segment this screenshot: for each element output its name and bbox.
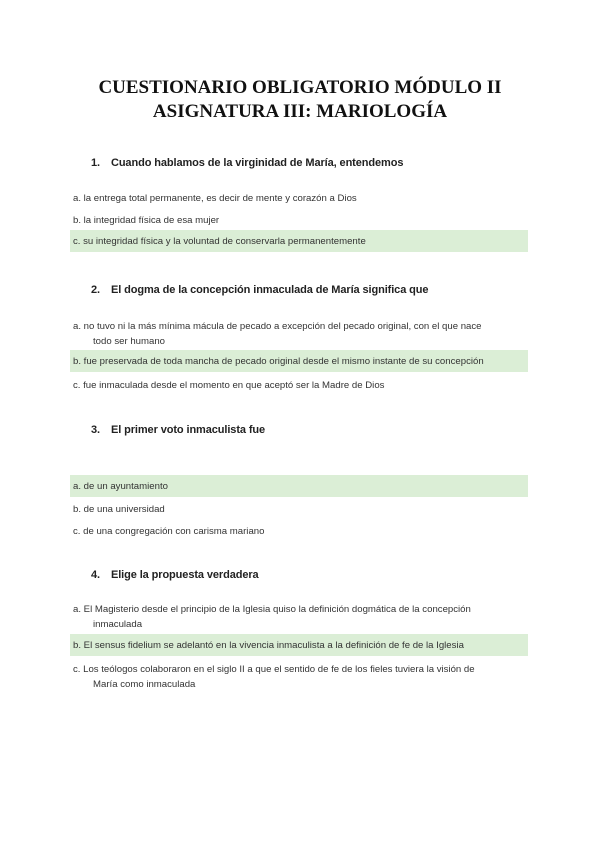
question-2 [91,284,428,296]
option-3c[interactable] [70,520,528,542]
option-1b[interactable] [70,209,528,231]
question-number: 4. [91,569,100,581]
option-1c-correct[interactable] [70,230,528,252]
option-3a-correct[interactable] [70,475,528,497]
question-text: El dogma de la concepción inmaculada de María significa que [110,284,429,296]
option-3b[interactable] [70,498,528,520]
option-text: b. fue preservada de toda mancha de pecado original desde el mismo instante de su concepción [73,356,484,367]
document-title [0,76,600,124]
option-text: c. de una congregación con carisma mariano [73,526,265,537]
question-3 [91,424,265,436]
option-text-continued: María como inmaculada [93,679,196,690]
option-text: b. El sensus fidelium se adelantó en la vivencia inmaculista a la definición de fe de la Iglesia [73,640,464,651]
question-text: Cuando hablamos de la virginidad de María, entendemos [110,157,404,169]
option-text: b. de una universidad [73,504,165,515]
option-text: a. El Magisterio desde el principio de la Iglesia quiso la definición dogmática de la concepción [73,604,471,615]
option-2a[interactable] [70,315,528,352]
question-number: 3. [91,424,100,436]
question-number: 2. [91,284,100,296]
option-text: a. de un ayuntamiento [73,481,168,492]
option-text: a. no tuvo ni la más mínima mácula de pecado a excepción del pecado original, con el que nace [73,321,482,332]
option-4c[interactable] [70,658,528,695]
option-text: c. fue inmaculada desde el momento en que aceptó ser la Madre de Dios [73,380,385,391]
title-line-2: ASIGNATURA III: MARIOLOGÍA [152,101,448,122]
option-2b-correct[interactable] [70,350,528,372]
option-1a[interactable] [70,187,528,209]
option-text-continued: todo ser humano [93,336,165,347]
option-text: c. su integridad física y la voluntad de conservarla permanentemente [73,236,366,247]
question-4 [91,569,259,581]
option-2c[interactable] [70,374,528,396]
option-text: b. la integridad física de esa mujer [73,215,220,226]
option-text-continued: inmaculada [93,619,143,630]
option-text: a. la entrega total permanente, es decir de mente y corazón a Dios [73,193,357,204]
question-1 [91,157,403,169]
question-number: 1. [91,157,100,169]
question-text: Elige la propuesta verdadera [110,569,259,581]
option-4a[interactable] [70,598,528,635]
title-line-1: CUESTIONARIO OBLIGATORIO MÓDULO II [98,77,502,98]
question-text: El primer voto inmaculista fue [110,424,266,436]
option-text: c. Los teólogos colaboraron en el siglo II a que el sentido de fe de los fieles tuviera la visión de [73,664,475,675]
option-4b-correct[interactable] [70,634,528,656]
